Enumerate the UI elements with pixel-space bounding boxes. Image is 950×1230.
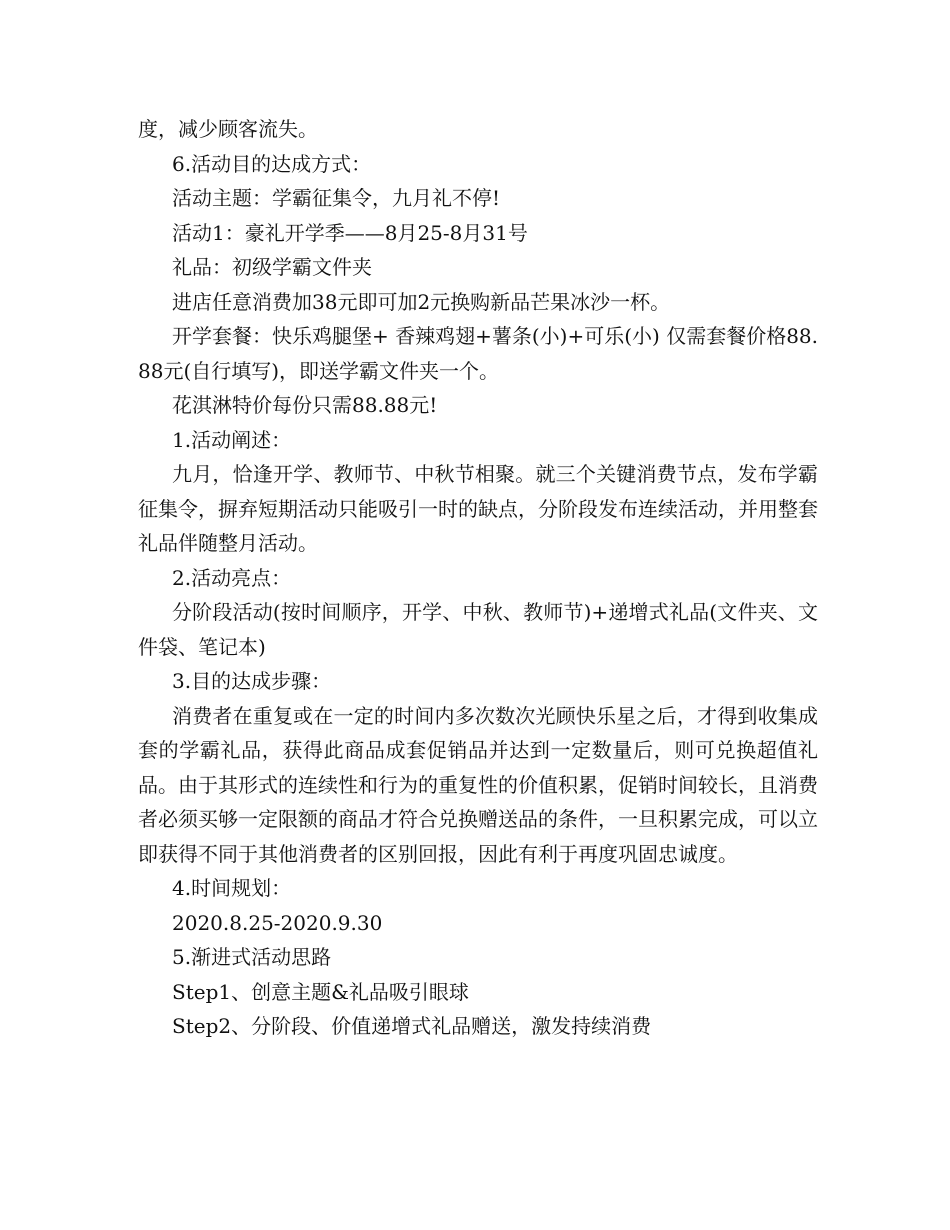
- heading-steps: 3.目的达成步骤：: [172, 669, 332, 693]
- paragraph-description: 九月，恰逢开学、教师节、中秋节相聚。就三个关键消费节点，发布学霸征集令，摒弃短期活动只能吸引一时的缺点，分阶段发布连续活动，并用整套礼品伴随整月活动。: [138, 462, 818, 555]
- heading-progressive-ideas: 5.渐进式活动思路: [172, 945, 332, 969]
- paragraph-gift: 礼品：初级学霸文件夹: [172, 255, 372, 279]
- heading-goal-method: 6.活动目的达成方式：: [172, 151, 372, 176]
- paragraph-date-range: 2020.8.25-2020.9.30: [172, 910, 383, 935]
- document-body: [138, 112, 818, 1044]
- paragraph-steps: 消费者在重复或在一定的时间内多次数次光顾快乐星之后，才得到收集成套的学霸礼品，获得此商品成套促销品并达到一定数量后，则可兑换超值礼品。由于其形式的连续性和行为的重复性的价值积累，促销时间较长，且消费者必须买够一定限额的商品才符合兑换赠送品的条件，一旦积累完成，可以立即获得不同于其他消费者的区别回报，因此有利于再度巩固忠诚度。: [138, 703, 818, 866]
- paragraph-activity-1: 活动1：豪礼开学季——8月25-8月31号: [172, 220, 528, 245]
- heading-highlights: 2.活动亮点：: [172, 565, 292, 590]
- paragraph-theme: 活动主题：学霸征集令，九月礼不停!: [172, 186, 501, 210]
- paragraph-step-1: Step1、创意主题&礼品吸引眼球: [172, 979, 469, 1004]
- heading-activity-description: 1.活动阐述：: [172, 427, 292, 452]
- paragraph-add-purchase: 进店任意消费加38元即可加2元换购新品芒果冰沙一杯。: [172, 289, 671, 314]
- heading-time-plan: 4.时间规划：: [172, 876, 292, 900]
- paragraph-school-combo: 开学套餐：快乐鸡腿堡+ 香辣鸡翅+薯条(小)+可乐(小) 仅需套餐价格88.88元(自行填写)，即送学霸文件夹一个。: [138, 324, 819, 383]
- paragraph-continuation: 度，减少顾客流失。: [138, 117, 318, 141]
- paragraph-highlights: 分阶段活动(按时间顺序，开学、中秋、教师节)+递增式礼品(文件夹、文件袋、笔记本): [138, 600, 818, 659]
- paragraph-ice-cream: 花淇淋特价每份只需88.88元!: [172, 393, 438, 417]
- paragraph-step-2: Step2、分阶段、价值递增式礼品赠送，激发持续消费: [172, 1014, 652, 1038]
